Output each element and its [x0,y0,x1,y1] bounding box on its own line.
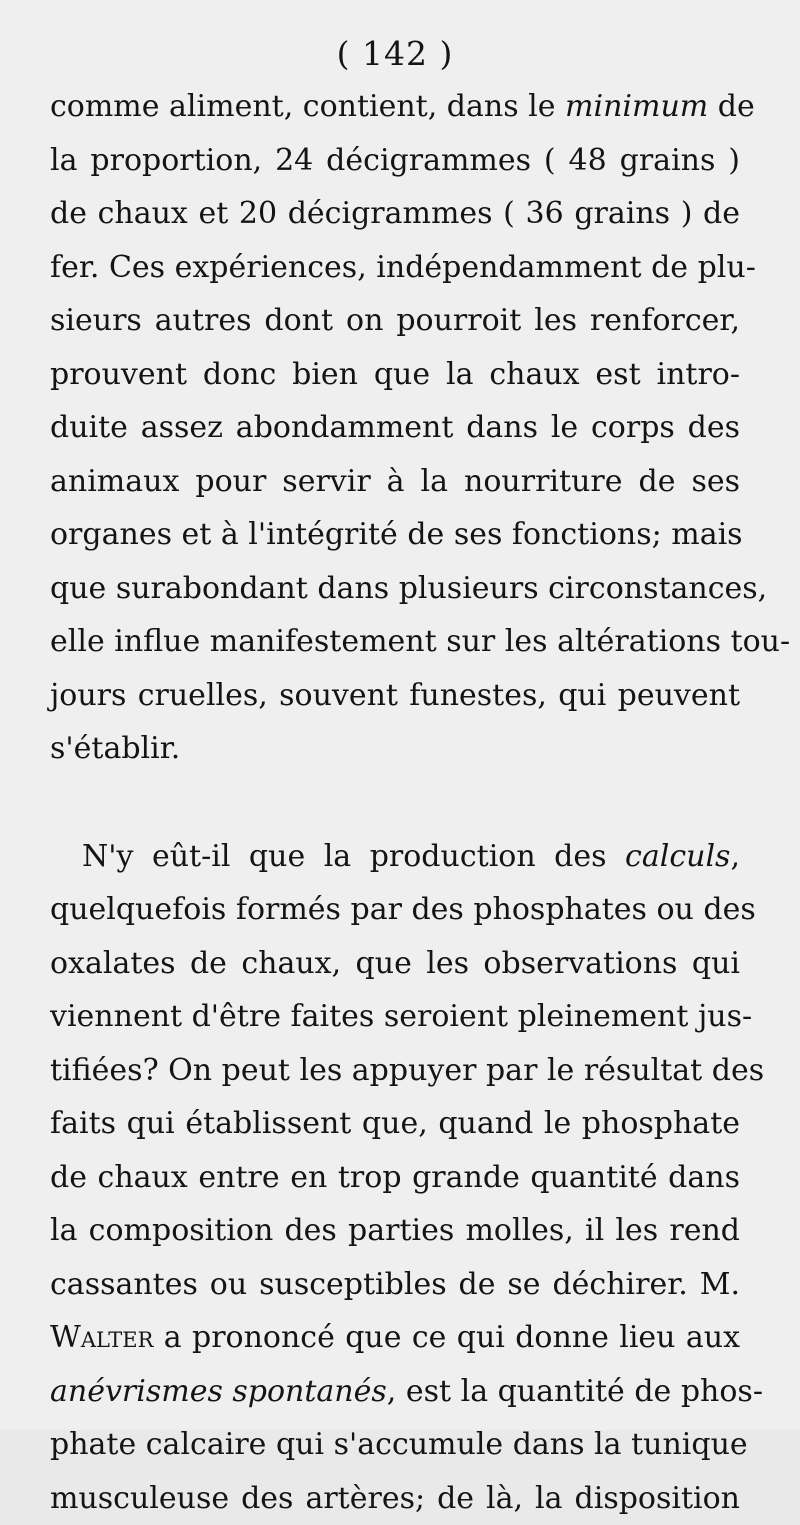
text-line: viennent d'être faites seroient pleinement jus- [50,990,740,1044]
text-line: sieurs autres dont on pourroit les renforcer, [50,294,740,348]
text-run: , est la quantité de phos- [387,1374,763,1409]
text-line: de chaux entre en trop grande quantité dans [50,1151,740,1205]
body-text [50,80,740,1525]
text-line: musculeuse des artères; de là, la disposition [50,1472,740,1525]
italic-term: minimum [565,89,708,124]
text-run: a prononcé que ce qui donne lieu aux [153,1320,740,1355]
text-line: oxalates de chaux, que les observations qui [50,937,740,991]
text-line: de chaux et 20 décigrammes ( 36 grains ) de [50,187,740,241]
text-line: cassantes ou susceptibles de se déchirer. M. [50,1258,740,1312]
text-line [50,1365,740,1419]
text-line: animaux pour servir à la nourriture de ses [50,455,740,509]
author-name: Walter [50,1320,153,1355]
paragraph-gap [50,776,740,830]
text-line: la proportion, 24 décigrammes ( 48 grains ) [50,134,740,188]
text-line: elle influe manifestement sur les altérations tou- [50,615,740,669]
text-line: la composition des parties molles, il les rend [50,1204,740,1258]
text-run: , [730,839,740,874]
italic-term: anévrismes spontanés [50,1374,387,1409]
text-line: tifiées? On peut les appuyer par le résultat des [50,1044,740,1098]
text-line: phate calcaire qui s'accumule dans la tunique [50,1418,740,1472]
page-number: ( 142 ) [0,34,790,73]
text-run: comme aliment, contient, dans le [50,89,565,124]
text-line: que surabondant dans plusieurs circonstances, [50,562,740,616]
text-line: prouvent donc bien que la chaux est intro- [50,348,740,402]
text-run: N'y eût-il que la production des [82,839,625,874]
text-line: s'établir. [50,722,740,776]
text-line: jours cruelles, souvent funestes, qui peuvent [50,669,740,723]
text-line: organes et à l'intégrité de ses fonctions; mais [50,508,740,562]
text-run: de [708,89,755,124]
text-line: faits qui établissent que, quand le phosphate [50,1097,740,1151]
text-line: fer. Ces expériences, indépendamment de plu- [50,241,740,295]
text-line: duite assez abondamment dans le corps des [50,401,740,455]
text-line: quelquefois formés par des phosphates ou des [50,883,740,937]
italic-term: calculs [625,839,730,874]
text-line [50,1311,740,1365]
text-line [50,80,740,134]
text-line [50,830,740,884]
